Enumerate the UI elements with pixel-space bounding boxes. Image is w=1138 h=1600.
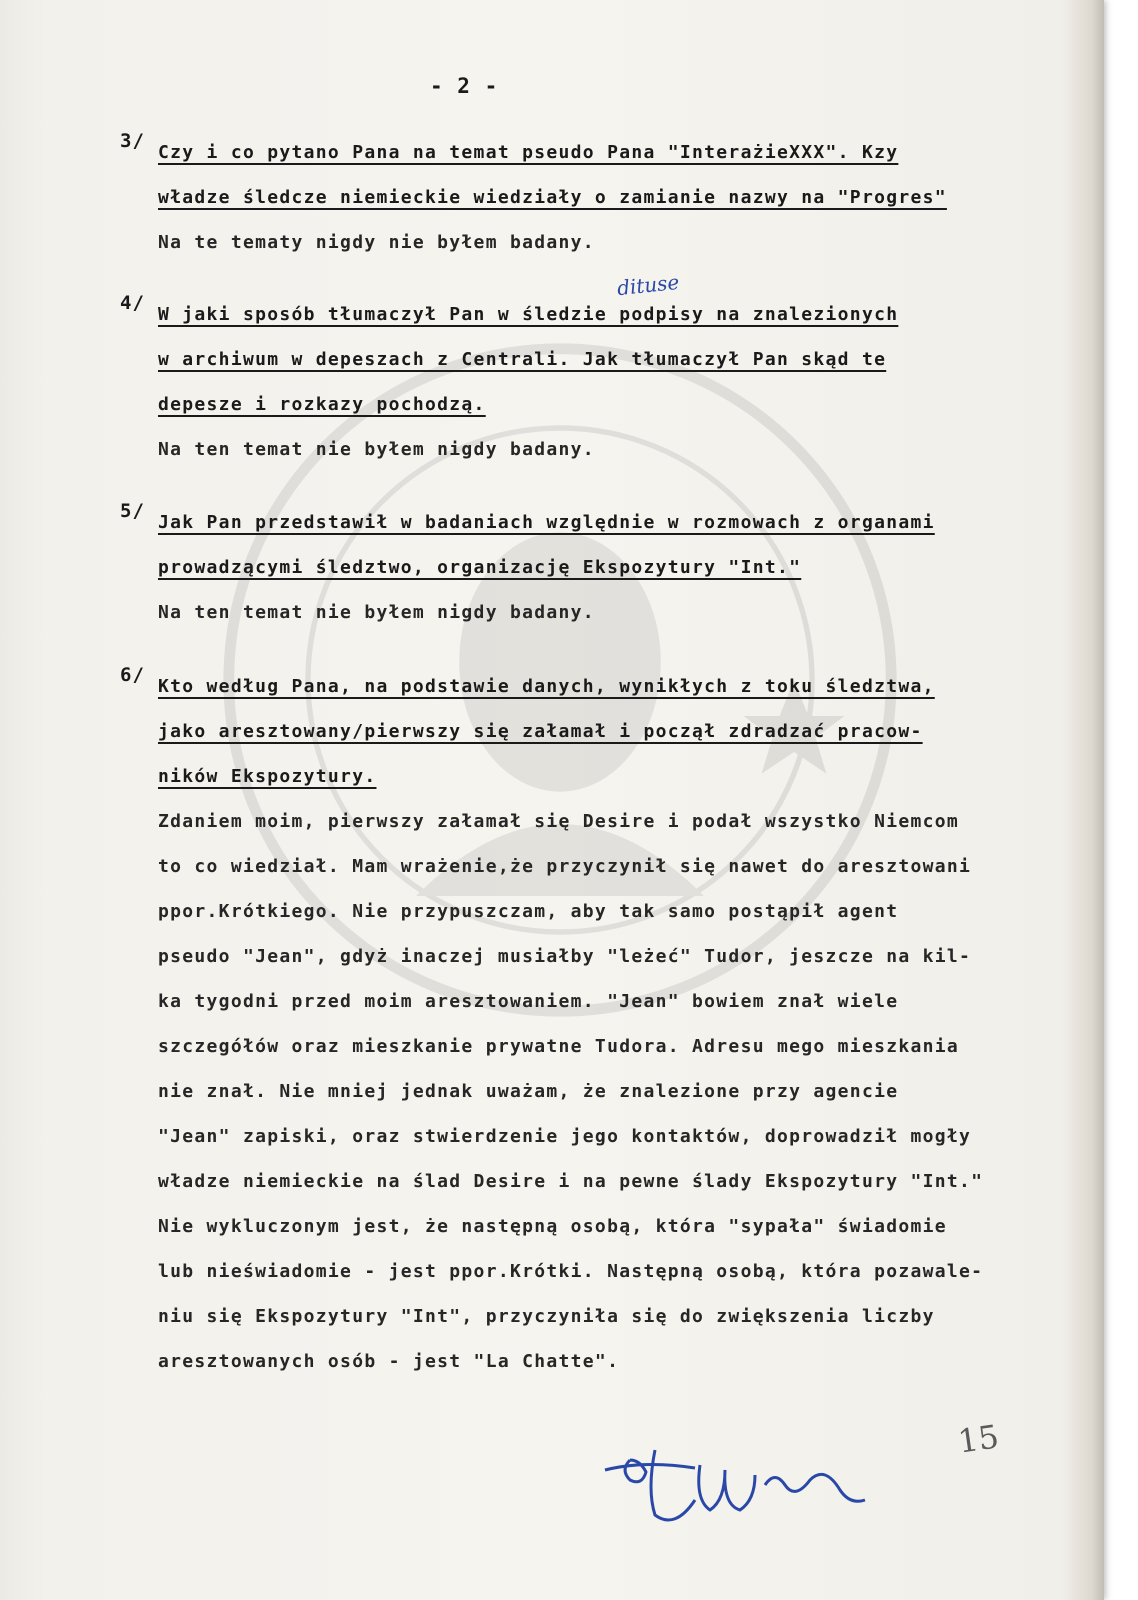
question-line: władze śledcze niemieckie wiedziały o zamianie nazwy na "Progres" [158,187,947,208]
question-3 [120,130,1080,265]
answer-line: władze niemieckie na ślad Desire i na pewne ślady Ekspozytury "Int." [158,1171,984,1192]
answer-line: ppor.Krótkiego. Nie przypuszczam, aby tak samo postąpił agent [158,901,899,922]
question-number: 5/ [120,500,145,522]
question-4 [120,292,1080,472]
answer-line: Nie wykluczonym jest, że następną osobą, która "sypała" świadomie [158,1216,947,1237]
question-text [158,664,1080,799]
answer-line: nie znał. Nie mniej jednak uważam, że znalezione przy agencie [158,1081,899,1102]
question-line: ników Ekspozytury. [158,766,377,787]
question-line: w archiwum w depeszach z Centrali. Jak tłumaczył Pan skąd te [158,349,887,370]
question-text [158,130,1080,220]
page-number: - 2 - [430,74,499,98]
question-5 [120,500,1080,635]
answer-line: Zdaniem moim, pierwszy załamał się Desire i podał wszystko Niemcom [158,811,960,832]
question-line: W jaki sposób tłumaczył Pan w śledzie podpisy na znalezionych [158,304,899,325]
question-number: 6/ [120,664,145,686]
question-line: jako aresztowany/pierwszy się załamał i począł zdradzać pracow- [158,721,923,742]
answer-line: Na te tematy nigdy nie byłem badany. [158,232,595,253]
answer-line: to co wiedział. Mam wrażenie,że przyczynił się nawet do aresztowani [158,856,972,877]
answer-line: lub nieświadomie - jest ppor.Krótki. Następną osobą, która pozawale- [158,1261,984,1282]
question-line: Czy i co pytano Pana na temat pseudo Pana "InterażieXXX". Kzy [158,142,899,163]
answer-line: szczegółów oraz mieszkanie prywatne Tudora. Adresu mego mieszkania [158,1036,960,1057]
archive-number: 15 [955,1417,1002,1461]
answer-text [158,220,1080,265]
handwritten-correction: dituse [615,269,681,301]
answer-line: aresztowanych osób - jest "La Chatte". [158,1351,620,1372]
question-line: Kto według Pana, na podstawie danych, wynikłych z toku śledztwa, [158,676,935,697]
question-number: 4/ [120,292,145,314]
answer-line: pseudo "Jean", gdyż inaczej musiałby "leżeć" Tudor, jeszcze na kil- [158,946,972,967]
signature-icon [585,1430,875,1540]
answer-line: "Jean" zapiski, oraz stwierdzenie jego kontaktów, doprowadził mogły [158,1126,972,1147]
answer-line: Na ten temat nie byłem nigdy badany. [158,439,595,460]
answer-line: ka tygodni przed moim aresztowaniem. "Jean" bowiem znał wiele [158,991,899,1012]
question-line: prowadzącymi śledztwo, organizację Ekspozytury "Int." [158,557,802,578]
answer-text [158,427,1080,472]
question-6 [120,664,1080,1384]
question-text [158,500,1080,590]
answer-line: Na ten temat nie byłem nigdy badany. [158,602,595,623]
question-line: depesze i rozkazy pochodzą. [158,394,486,415]
question-number: 3/ [120,130,145,152]
answer-text [158,799,1080,1384]
question-line: Jak Pan przedstawił w badaniach względnie w rozmowach z organami [158,512,935,533]
question-text [158,292,1080,427]
answer-line: niu się Ekspozytury "Int", przyczyniła się do zwiększenia liczby [158,1306,935,1327]
answer-text [158,590,1080,635]
